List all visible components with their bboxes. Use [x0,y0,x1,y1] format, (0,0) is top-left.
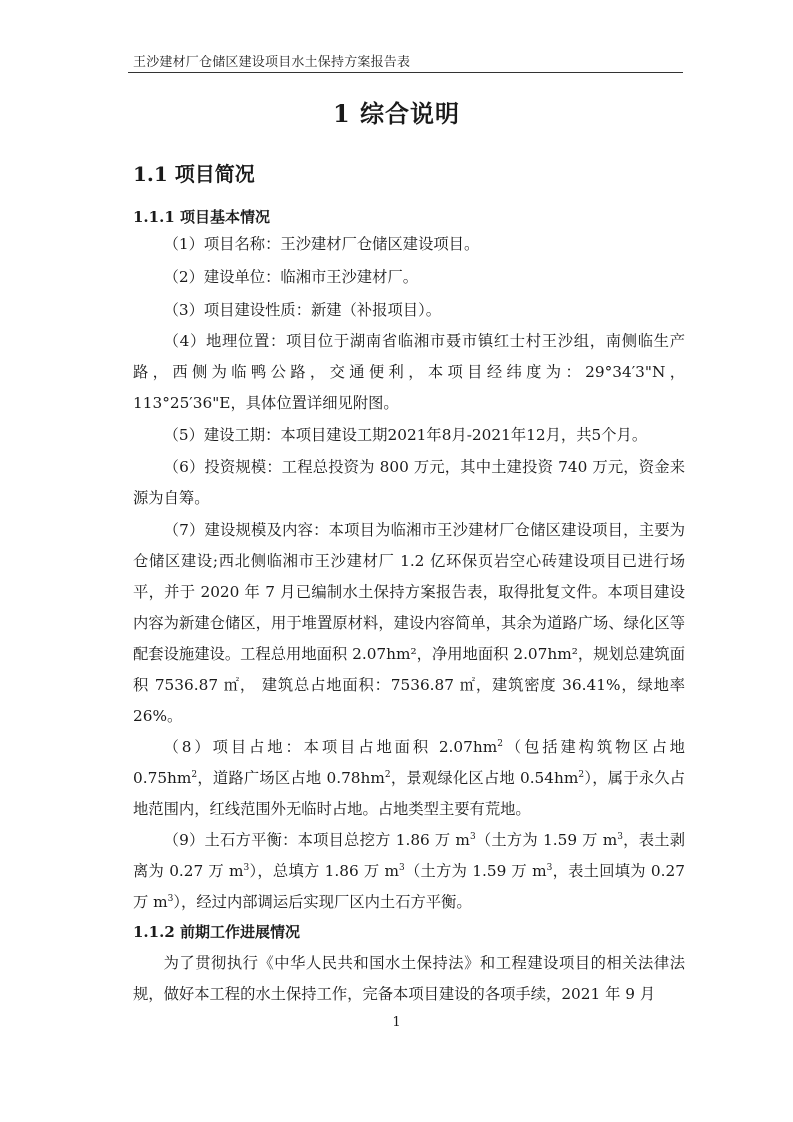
earth-text-d: ），总填方 1.86 万 m [249,862,399,880]
earth-text-a: （9）土石方平衡：本项目总挖方 1.86 万 m [163,831,470,849]
earth-text-e: （土方为 1.59 万 m [404,862,547,880]
chapter-title: 1 综合说明 [332,99,461,128]
land-text-d: ，景观绿化区占地 0.54hm [390,769,579,787]
land-text-a: （8）项目占地：本项目占地面积 2.07hm [163,738,498,756]
paragraph-project-name: （1）项目名称：王沙建材厂仓储区建设项目。 [163,235,480,253]
earth-text-f: ，表土回填为 0.27 万 m [133,862,685,911]
earth-text-b: （土方为 1.59 万 m [475,831,618,849]
paragraph-land-occupation [133,732,685,825]
subsection-title: 1.1.1 项目基本情况 [133,208,270,226]
earth-text-g: ），经过内部调运后实现厂区内土石方平衡。 [173,893,472,911]
sup-3: 3 [469,831,476,842]
sup-2: 2 [384,769,391,780]
section-title: 1.1 项目简况 [133,162,255,186]
paragraph-investment: （6）投资规模：工程总投资为 800 万元，其中土建投资 740 万元，资金来源为自筹。 [133,458,685,507]
earth-text-c: ，表土剥离为 0.27 万 m [133,831,686,880]
sup-3: 3 [167,893,174,904]
paragraph-preliminary-work: 为了贯彻执行《中华人民共和国水土保持法》和工程建设项目的相关法律法规，做好本工程的水土保持工作，完备本项目建设的各项手续，2021 年 9 月 [133,954,685,1003]
sup-2: 2 [191,769,198,780]
paragraph-location: （4）地理位置：项目位于湖南省临湘市聂市镇红士村王沙组，南侧临生产路，西侧为临鸭公路，交通便利，本项目经纬度为：29°34′3"N，113°25′36"E，具体位置详细见附图。 [133,332,685,412]
running-header: 王沙建材厂仓储区建设项目水土保持方案报告表 [133,55,411,70]
sup-2: 2 [497,738,503,749]
page-number: 1 [392,1015,401,1030]
sup-3: 3 [617,831,623,842]
sup-2: 2 [578,769,585,780]
land-text-b: （包括建构筑物区占地 0.75hm [133,738,685,787]
subsection-title: 1.1.2 前期工作进展情况 [133,923,300,941]
sup-3: 3 [243,862,250,873]
header-rule [128,72,683,73]
paragraph-schedule: （5）建设工期：本项目建设工期2021年8月-2021年12月，共5个月。 [163,426,648,444]
land-text-c: ，道路广场区占地 0.78hm [197,769,385,787]
paragraph-scale: （7）建设规模及内容：本项目为临湘市王沙建材厂仓储区建设项目，主要为仓储区建设;西北侧临湘市王沙建材厂 1.2 亿环保页岩空心砖建设项目已进行场平，并于 2020 年 7 月已编制水土保持方案报告表，取得批复文件。本项目建设内容为新建仓储区，用于堆置原材料，建设内容简单，其余为道路广场、绿化区等配套设施建设。工程总用地面积 2.07hm²，净用地面积 2.07hm²，规划总建筑面积 7536.87 ㎡， 建筑总占地面积：7536.87 ㎡，建筑密度 36.41%，绿地率 26%。 [133,521,685,725]
paragraph-earthwork [133,825,685,918]
land-text-e: ），属于永久占地范围内，红线范围外无临时占地。占地类型主要有荒地。 [133,769,686,818]
sup-3: 3 [546,862,553,873]
paragraph-project-nature: （3）项目建设性质：新建（补报项目）。 [163,301,442,319]
sup-3: 3 [399,862,405,873]
paragraph-construction-unit: （2）建设单位：临湘市王沙建材厂。 [163,268,419,286]
